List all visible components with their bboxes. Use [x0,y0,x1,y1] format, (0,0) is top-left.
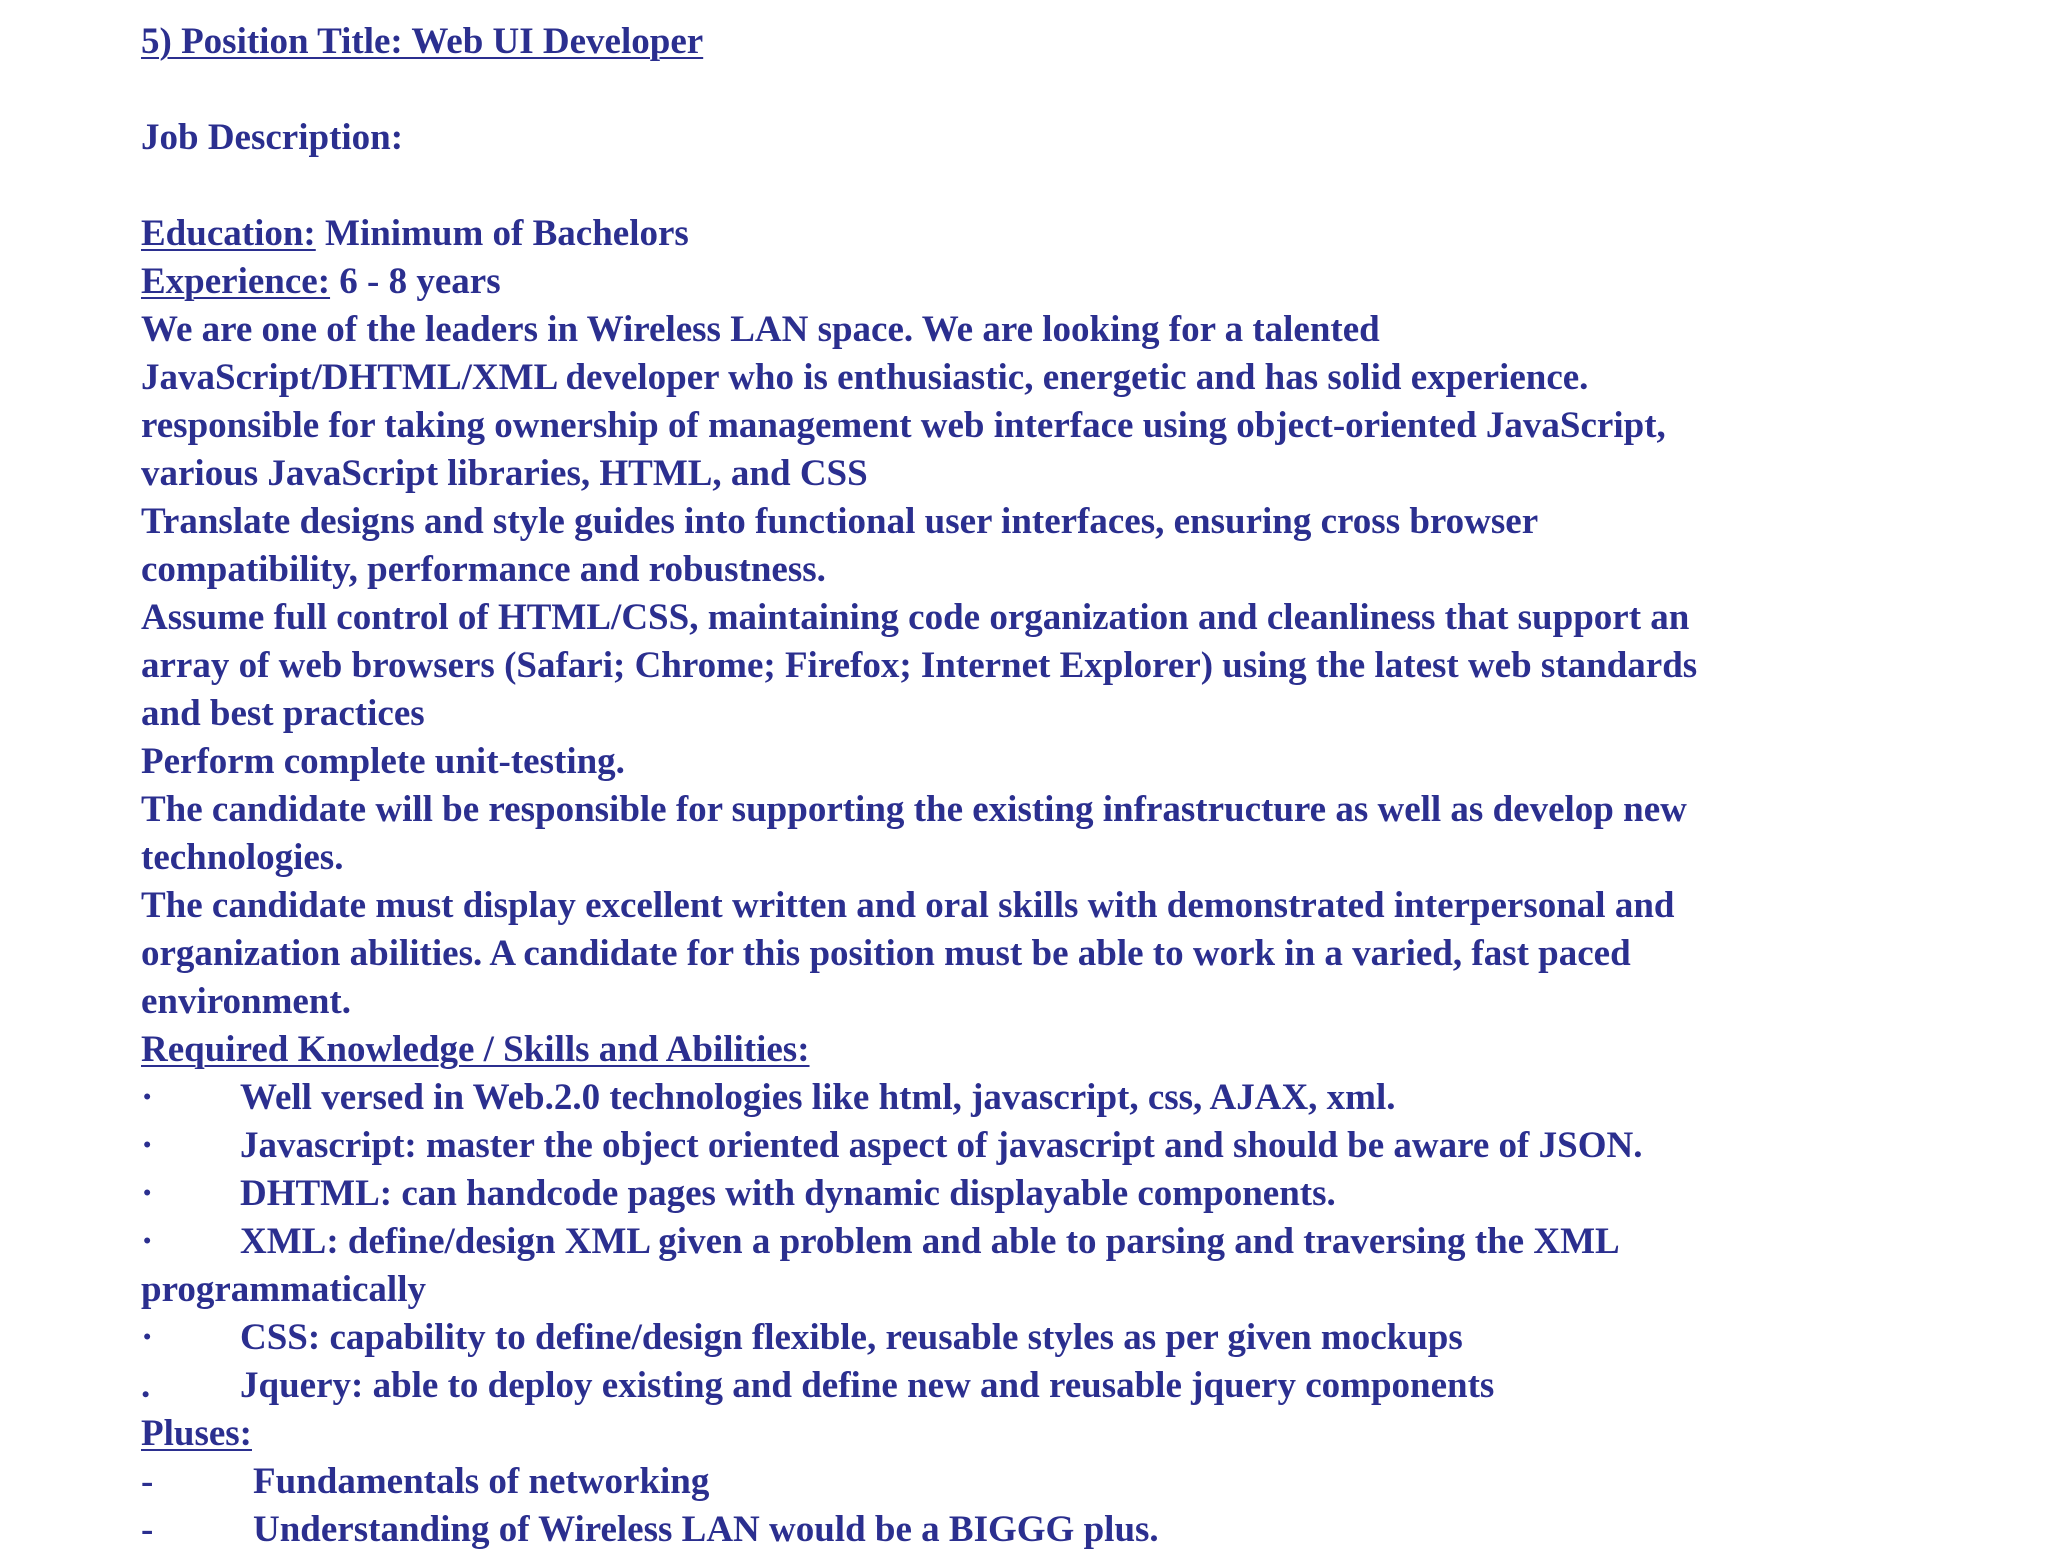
dash-marker: - [141,1509,154,1550]
education-label: Education: [141,213,316,254]
skill-text: Javascript: master the object oriented aspect of javascript and should be aware of JSON. [240,1125,1643,1166]
bullet-marker: · [141,1317,154,1358]
body-line: Translate designs and style guides into functional user interfaces, ensuring cross browser [141,501,1539,542]
experience-label: Experience: [141,261,331,302]
skill-text: DHTML: can handcode pages with dynamic displayable components. [240,1173,1336,1214]
spacer [141,162,2001,210]
body-line: and best practices [141,693,425,734]
body-line: compatibility, performance and robustness. [141,549,826,590]
skill-item [141,1170,2001,1218]
body-line: various JavaScript libraries, HTML, and CSS [141,453,868,494]
body-line: JavaScript/DHTML/XML developer who is enthusiastic, energetic and has solid experience. [141,357,1589,398]
skill-item [141,1218,2001,1266]
body-line: organization abilities. A candidate for this position must be able to work in a varied, fast paced [141,933,1631,974]
dash-marker: - [141,1461,154,1502]
body-line: technologies. [141,837,344,878]
job-description-heading: Job Description: [141,117,404,158]
skill-text: XML: define/design XML given a problem and able to parsing and traversing the XML [240,1221,1620,1262]
skills-heading: Required Knowledge / Skills and Abilities: [141,1029,810,1070]
bullet-marker: · [141,1125,154,1166]
body-line: The candidate must display excellent written and oral skills with demonstrated interpersonal and [141,885,1675,926]
plus-text: Fundamentals of networking [253,1461,710,1502]
skill-item [141,1074,2001,1122]
skill-item-continuation [141,1266,2001,1314]
body-line: Perform complete unit-testing. [141,741,625,782]
experience-value: 6 - 8 years [330,261,501,302]
bullet-marker: . [141,1365,151,1406]
body-line: We are one of the leaders in Wireless LAN space. We are looking for a talented [141,309,1380,350]
body-line: The candidate will be responsible for supporting the existing infrastructure as well as develop new [141,789,1687,830]
body-line: responsible for taking ownership of management web interface using object-oriented JavaScript, [141,405,1666,446]
bullet-marker: · [141,1173,154,1214]
skill-item [141,1122,2001,1170]
education-value: Minimum of Bachelors [315,213,689,254]
skill-text: programmatically [141,1269,426,1310]
pluses-heading: Pluses: [141,1413,252,1454]
education-line [141,210,2001,258]
plus-item [141,1458,2001,1506]
experience-line [141,258,2001,306]
skill-text: CSS: capability to define/design flexible, reusable styles as per given mockups [240,1317,1463,1358]
skill-text: Well versed in Web.2.0 technologies like html, javascript, css, AJAX, xml. [240,1077,1396,1118]
body-line: array of web browsers (Safari; Chrome; Firefox; Internet Explorer) using the latest web standards [141,645,1698,686]
skill-item [141,1362,2001,1410]
job-posting-document [141,18,2001,1554]
body-line: environment. [141,981,352,1022]
bullet-marker: · [141,1221,154,1262]
position-title: 5) Position Title: Web UI Developer [141,21,704,62]
bullet-marker: · [141,1077,154,1118]
skill-item [141,1314,2001,1362]
plus-text: Understanding of Wireless LAN would be a BIGGG plus. [253,1509,1159,1550]
skill-text: Jquery: able to deploy existing and define new and reusable jquery components [240,1365,1495,1406]
body-line: Assume full control of HTML/CSS, maintaining code organization and cleanliness that support an [141,597,1690,638]
spacer [141,66,2001,114]
plus-item [141,1506,2001,1554]
